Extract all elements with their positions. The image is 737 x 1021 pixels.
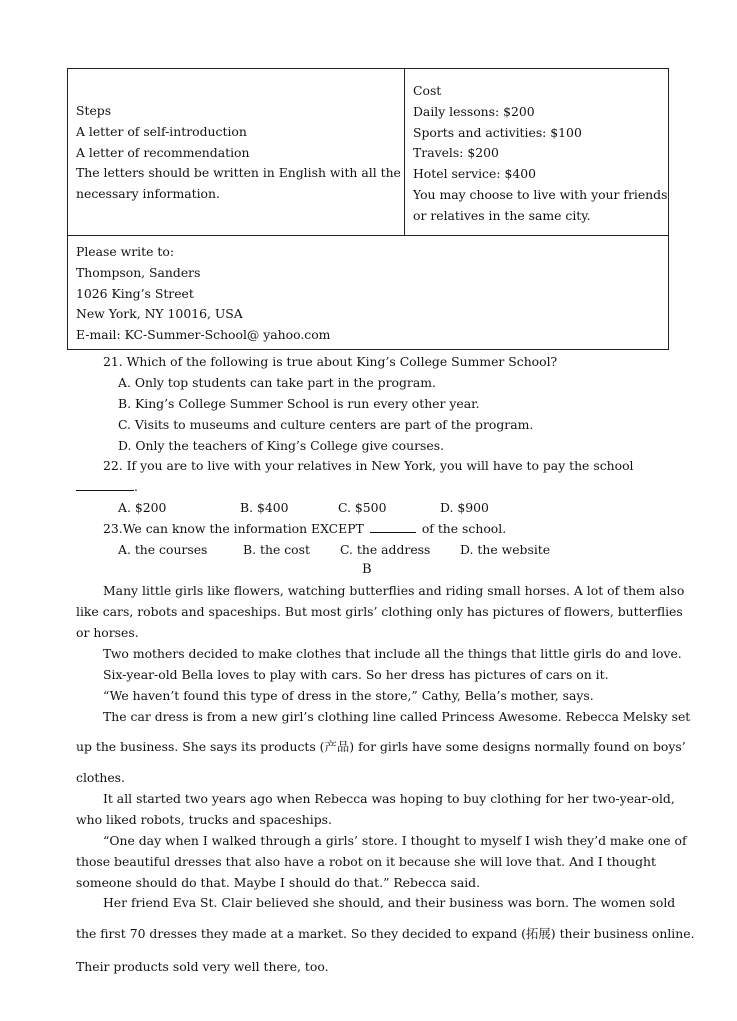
answer-blank [370, 522, 416, 533]
steps-line: A letter of recommendation [76, 144, 250, 160]
cost-line: Hotel service: $400 [413, 166, 536, 182]
question-22-option: D. $900 [440, 500, 489, 515]
question-23-stem-end: of the school. [421, 521, 507, 536]
question-23-option: C. the address [340, 542, 431, 557]
cost-line: Sports and activities: $100 [413, 124, 582, 140]
cost-line: Travels: $200 [413, 145, 499, 161]
section-title: B [362, 562, 372, 577]
question-22-option: B. $400 [240, 500, 289, 515]
address-cell [68, 236, 668, 349]
cost-cell [405, 69, 668, 236]
question-21-stem: 21. Which of the following is true about King’s College Summer School? [103, 354, 558, 369]
address-line: E-mail: KC-Summer-School@ yahoo.com [76, 327, 331, 343]
question-21-option: A. Only top students can take part in the program. [118, 375, 436, 390]
passage-line: up the business. She says its products (产品) for girls have some designs normally found on boys’ [76, 739, 686, 754]
steps-line: A letter of self-introduction [76, 123, 247, 139]
passage-line: Their products sold very well there, too. [76, 959, 329, 974]
passage-line: Many little girls like flowers, watching butterflies and riding small horses. A lot of them also [103, 583, 685, 598]
cost-line: or relatives in the same city. [413, 207, 591, 223]
passage-line: someone should do that. Maybe I should do that.” Rebecca said. [76, 875, 481, 890]
question-22-option: C. $500 [338, 500, 387, 515]
address-line: Thompson, Sanders [76, 264, 201, 280]
question-21-option: C. Visits to museums and culture centers are part of the program. [118, 417, 534, 432]
passage-line: who liked robots, trucks and spaceships. [76, 812, 332, 827]
steps-line: The letters should be written in English with all the [76, 165, 401, 181]
passage-line: Two mothers decided to make clothes that include all the things that little girls do and love. [103, 646, 682, 661]
question-23-stem [103, 521, 506, 537]
question-21-option: D. Only the teachers of King’s College give courses. [118, 438, 445, 453]
passage-line: Six-year-old Bella loves to play with cars. So her dress has pictures of cars on it. [103, 667, 609, 682]
question-22-stem: 22. If you are to live with your relatives in New York, you will have to pay the school [103, 458, 634, 473]
address-line: 1026 King’s Street [76, 285, 194, 301]
passage-line: “One day when I walked through a girls’ store. I thought to myself I wish they’d make one of [103, 833, 687, 848]
steps-heading: Steps [76, 103, 112, 118]
steps-line: necessary information. [76, 186, 220, 202]
passage-line: clothes. [76, 770, 125, 785]
answer-blank [76, 480, 134, 491]
question-23-option: B. the cost [243, 542, 310, 557]
passage-line: or horses. [76, 625, 139, 640]
passage-line: Her friend Eva St. Clair believed she should, and their business was born. The women sold [103, 895, 676, 910]
cost-line: Daily lessons: $200 [413, 103, 535, 119]
address-line: New York, NY 10016, USA [76, 306, 243, 322]
question-22-end: . [134, 479, 138, 494]
question-21-option: B. King’s College Summer School is run every other year. [118, 396, 480, 411]
question-22-blank-line [76, 479, 138, 495]
passage-line: like cars, robots and spaceships. But most girls’ clothing only has pictures of flowers, butterflies [76, 604, 683, 619]
question-22-option: A. $200 [118, 500, 167, 515]
question-23-option: A. the courses [118, 542, 208, 557]
passage-line: “We haven’t found this type of dress in the store,” Cathy, Bella’s mother, says. [103, 688, 594, 703]
address-heading: Please write to: [76, 244, 175, 259]
passage-line: those beautiful dresses that also have a robot on it because she will love that. And I thought [76, 854, 656, 869]
passage-line: It all started two years ago when Rebecca was hoping to buy clothing for her two-year-old, [103, 791, 675, 806]
steps-cell [68, 69, 405, 236]
passage-line: the first 70 dresses they made at a market. So they decided to expand (拓展) their business online. [76, 926, 695, 941]
info-table [67, 68, 669, 350]
question-23-option: D. the website [460, 542, 551, 557]
passage-line: The car dress is from a new girl’s clothing line called Princess Awesome. Rebecca Melsky set [103, 709, 691, 724]
question-23-stem-start: 23.We can know the information EXCEPT [103, 521, 364, 536]
cost-heading: Cost [413, 83, 442, 98]
cost-line: You may choose to live with your friends [413, 186, 668, 202]
